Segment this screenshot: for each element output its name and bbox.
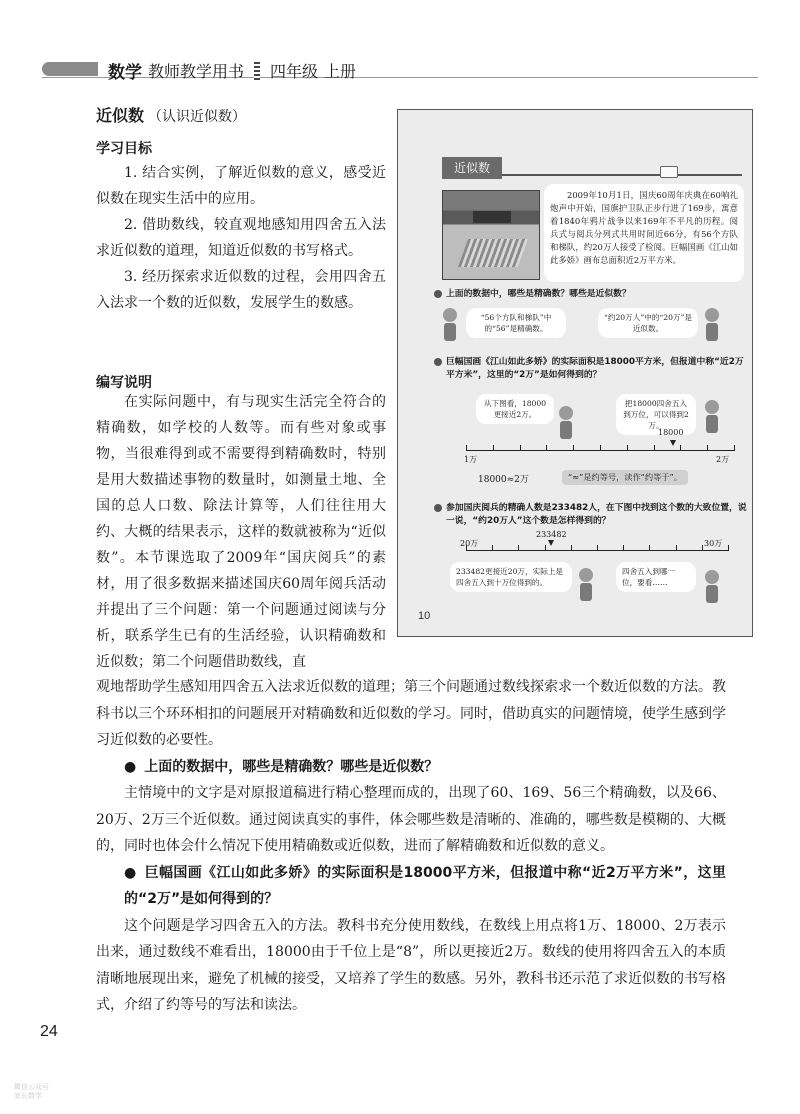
number-line-tick: [734, 445, 735, 451]
number-line-2-mark-label: 233482: [536, 530, 567, 539]
question-dot-icon: [434, 358, 442, 366]
header-book: 教师教学用书: [148, 62, 245, 81]
number-line-tick: [702, 545, 703, 551]
notes-column-text: 在实际问题中，有与现实生活完全符合的精确数，如学校的人数等。而有些对象或事物，当很难得到或不需要得到精确数时，特别是用大数描述事物的数量时，如测量土地、全国的总人口数、除法计算等，人们往往用大约、大概的结果表示，这样的数就被称为“近似数”。本节课选取了2009年“国庆阅兵”的素材，用了很多数据来描述国庆60周年阅兵活动并提出了三个问题：第一个问题通过阅读与分析，联系学生已有的生活经验，认识精确数和近似数；第二个问题借助数线，直: [96, 394, 386, 670]
news-report-box: [544, 184, 744, 282]
arrow-down-icon: [670, 440, 676, 446]
notes-heading: 编写说明: [96, 375, 152, 391]
textbook-page-image: [397, 109, 753, 637]
speech-bubble: 把18000四舍五入到万位，可以得到2万。: [616, 394, 696, 435]
number-line-tick: [518, 545, 519, 551]
textbook-question-3: [434, 502, 750, 528]
grandpa-figure: [704, 400, 720, 434]
notes-body: [96, 674, 726, 1019]
objective-item: 2. 借助数线，较直观地感知用四舍五入法求近似数的道理，知道近似数的书写格式。: [96, 217, 386, 259]
watermark-line: 家长数学: [14, 1092, 42, 1100]
number-line-tick: [573, 445, 574, 451]
lesson-title: [96, 103, 246, 126]
number-line-tick: [546, 445, 547, 451]
number-line-tick: [520, 445, 521, 451]
boy-figure: [704, 570, 720, 604]
objective-item: 1. 结合实例，了解近似数的意义，感受近似数在现实生活中的应用。: [96, 165, 386, 207]
header-volume: 上册: [324, 62, 357, 81]
textbook-title-rule: [502, 174, 742, 176]
speech-bubble: 四舍五入到哪一位，要看……: [616, 562, 696, 592]
number-line-tick: [654, 445, 655, 451]
number-line-tick: [623, 545, 624, 551]
page-number: 24: [40, 1023, 58, 1040]
number-line-tick: [466, 445, 467, 451]
number-line-1-mark-label: 18000: [658, 428, 684, 437]
notes-full-text: 观地帮助学生感知用四舍五入法求近似数的道理；第三个问题通过数线探索求一个数近似数的方法。教科书以三个环环相扣的问题展开对精确数和近似数的学习。同时，借助真实的问题情境，使学生感到学习近似数的必要性。: [96, 679, 726, 748]
boy-figure: [442, 308, 458, 342]
textbook-question-2: [434, 356, 748, 382]
lesson-title-text: 近似数: [96, 106, 145, 125]
bullet-question-1: [96, 754, 726, 781]
textbook-question-3-text: 参加国庆阅兵的精确人数是233482人，在下图中找到这个数的大致位置，说一说，“约20万人”这个数是怎样得到的？: [446, 503, 747, 526]
number-line-2-right-label: 30万: [704, 539, 723, 548]
number-line-tick: [545, 545, 546, 551]
number-line-tick: [649, 545, 650, 551]
question-dot-icon: [434, 504, 442, 512]
girl-figure: [704, 308, 720, 342]
parade-formation-shape: [458, 239, 528, 267]
number-line-1-right-label: 2万: [716, 455, 730, 464]
number-line-tick: [493, 445, 494, 451]
parade-photo: [442, 190, 540, 280]
news-report-text: 2009年10月1日，国庆60周年庆典在60响礼炮声中开始，国旗护卫队正步行进了169步，寓意着1840年鸦片战争以来169年不平凡的历程。阅兵式与阅兵分列式共用时间近66分，有56个方队和梯队，约20万人接受了检阅。巨幅国画《江山如此多娇》画布总面积近2万平方米。: [550, 190, 738, 265]
number-line-tick: [680, 445, 681, 451]
speech-bubble: 233482更接近20万，实际上是四舍五入到十万位得到的。: [450, 562, 572, 592]
bullet-icon: ●: [124, 758, 137, 775]
number-line-tick: [728, 545, 729, 551]
notes-paragraph-1: 主情境中的文字是对原报道稿进行精心整理而成的，出现了60、169、56三个精确数，以及66、20万、2万三个近似数。通过阅读真实的事件，体会哪些数是清晰的、准确的，哪些数是模糊的、大概的，同时也体会什么情况下使用精确数或近似数，进而了解精确数和近似数的意义。: [96, 785, 726, 854]
header-separator: [254, 62, 260, 80]
number-line-tick: [600, 445, 601, 451]
boy-figure: [558, 406, 574, 440]
watermark: [14, 1083, 49, 1101]
textbook-question-1: [434, 288, 746, 301]
objectives-list: [96, 160, 386, 316]
tiananmen-gate-shape: [473, 211, 511, 223]
textbook-section-title: 近似数: [442, 157, 502, 179]
objective-item: 3. 经历探索求近似数的过程，会用四舍五入法求一个数的近似数，发展学生的数感。: [96, 269, 386, 311]
number-line-tick: [676, 545, 677, 551]
number-line-2-left-label: 20万: [460, 539, 479, 548]
speech-bubble: “56个方队和梯队”中的“56”是精确数。: [466, 308, 566, 338]
approx-sign-note: “≈”是约等号，读作“约等于”。: [562, 470, 688, 485]
number-line-tick: [571, 545, 572, 551]
running-header: [108, 58, 356, 83]
number-line-tick: [597, 545, 598, 551]
speech-bubble: “约20万人”中的“20万”是近似数。: [598, 308, 698, 338]
book-icon: [660, 166, 678, 178]
notes-paragraph-2: 这个问题是学习四舍五入的方法。教科书充分使用数线，在数线上用点将1万、18000、2万表示出来，通过数线不难看出，18000由于千位上是“8”，所以更接近2万。数线的使用将四舍五入的本质清晰地展现出来，避免了机械的接受，又培养了学生的数感。另外，教科书还示范了求近似数的书写格式，介绍了约等号的写法和读法。: [96, 917, 726, 1013]
textbook-question-2-text: 巨幅国画《江山如此多娇》的实际面积是18000平方米，但报道中称“近2万平方米”，这里的“2万”是如何得到的？: [446, 357, 744, 380]
number-line-tick: [627, 445, 628, 451]
header-tab: [42, 62, 98, 76]
question-dot-icon: [434, 290, 442, 298]
objectives-heading: 学习目标: [96, 141, 152, 157]
textbook-page-number: 10: [418, 610, 431, 622]
lesson-subtitle: （认识近似数）: [148, 109, 247, 125]
number-line-tick: [707, 445, 708, 451]
watermark-line: 微信公众号: [14, 1083, 49, 1091]
notes-column: [96, 389, 386, 675]
bullet-question-1-text: 上面的数据中，哪些是精确数？哪些是近似数？: [144, 758, 439, 775]
girl-figure: [578, 568, 594, 602]
bullet-question-2: [96, 860, 726, 913]
approx-expression: 18000≈2万: [478, 475, 529, 485]
header-grade: 四年级: [270, 62, 319, 81]
header-subject: 数学: [108, 63, 142, 83]
number-line-1-left-label: 1万: [464, 455, 478, 464]
number-line-tick: [492, 545, 493, 551]
speech-bubble: 从下图看，18000更接近2万。: [476, 394, 554, 424]
textbook-question-1-text: 上面的数据中，哪些是精确数？哪些是近似数？: [446, 289, 631, 299]
bullet-question-2-text: 巨幅国画《江山如此多娇》的实际面积是18000平方米，但报道中称“近2万平方米”，这里的“2万”是如何得到的？: [124, 864, 726, 907]
arrow-down-icon: [548, 540, 554, 546]
bullet-icon: ●: [124, 864, 137, 881]
